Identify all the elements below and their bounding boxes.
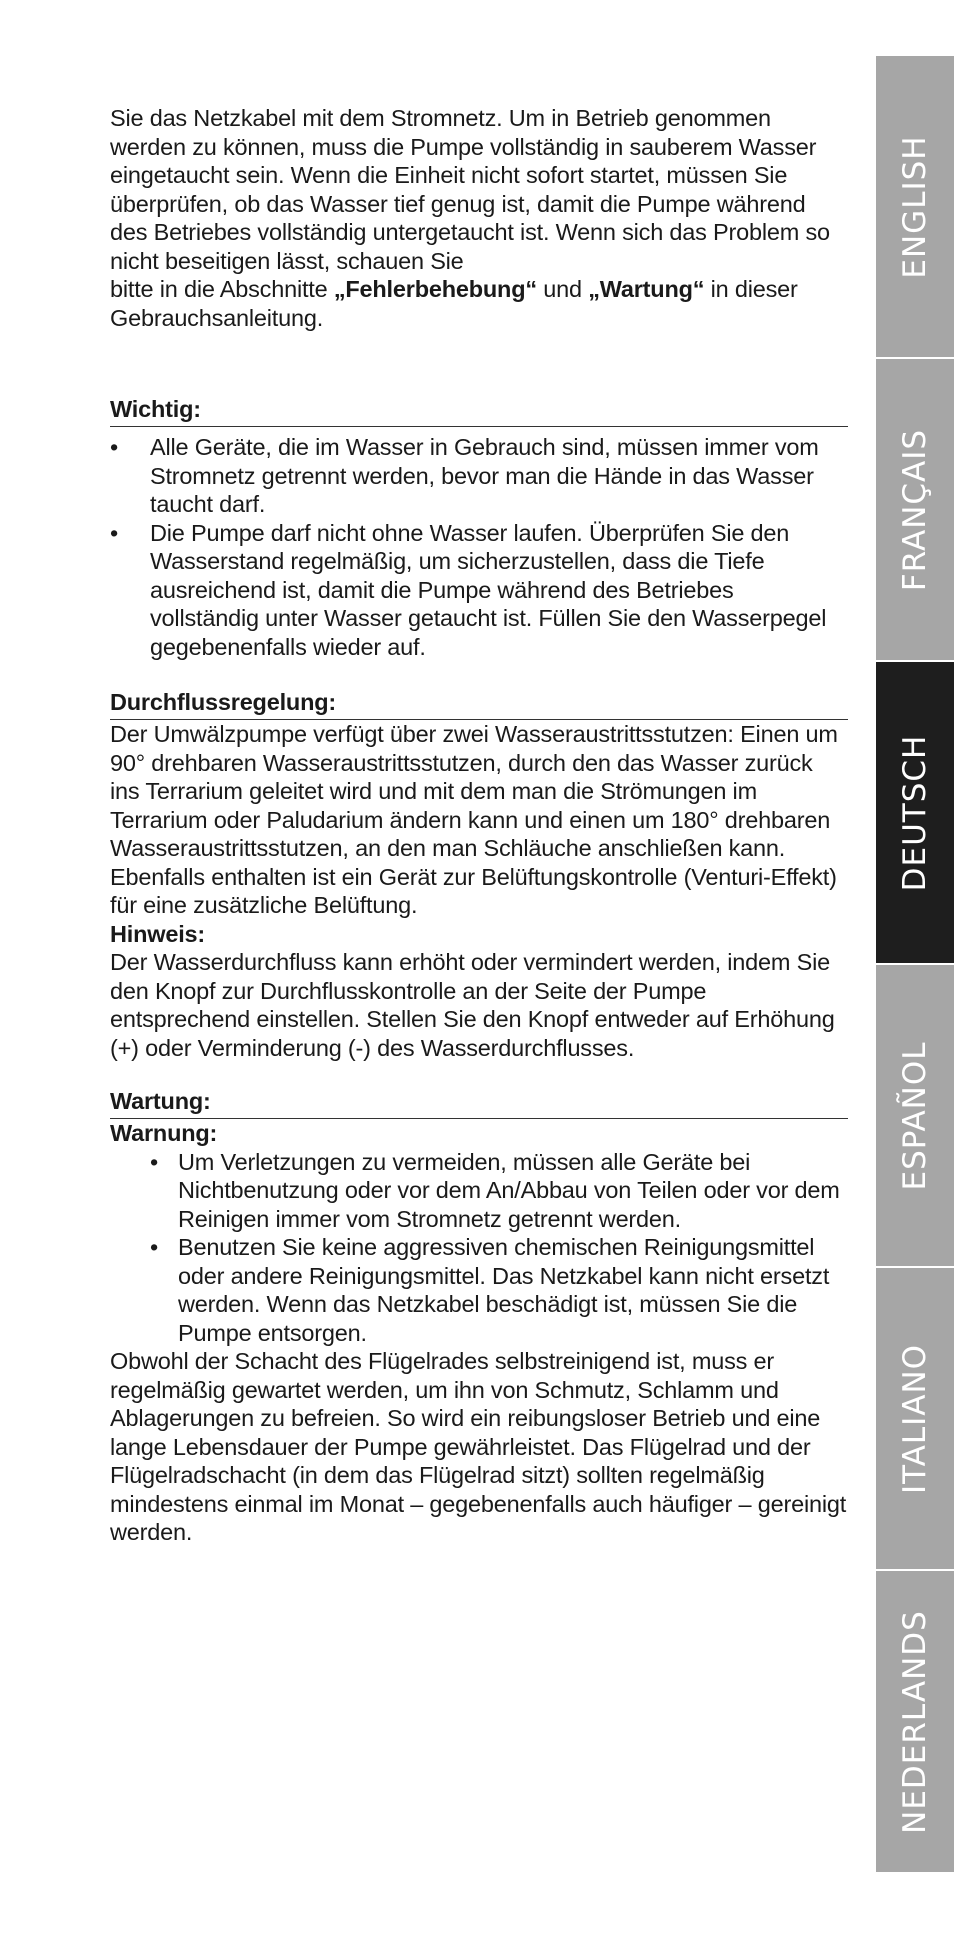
- tab-label: DEUTSCH: [897, 734, 933, 891]
- wichtig-list: [110, 433, 848, 661]
- durchfluss-paragraph: Der Umwälzpumpe verfügt über zwei Wasseraustrittsstutzen: Einen um 90° drehbaren Wasseraustrittsstutzen, durch den das Wasser zurück ins Terrarium geleitet wird und mit dem man die Strömungen im Terrarium oder Paludarium ändern kann und einen um 180° drehbaren Wasseraustrittsstutzen, an den man Schläuche anschließen kann. Ebenfalls enthalten ist ein Gerät zur Belüftungskontrolle (Venturi-Effekt) für eine zusätzliche Belüftung.: [110, 721, 838, 918]
- tab-label: ESPAÑOL: [897, 1040, 933, 1191]
- intro-text: Sie das Netzkabel mit dem Stromnetz. Um in Betrieb genommen werden zu können, muss die Pumpe vollständig in sauberem Wasser eingetaucht sein. Wenn die Einheit nicht sofort startet, müssen Sie überprüfen, ob das Wasser tief genug ist, damit die Pumpe während des Betriebes vollständig untergetaucht ist. Wenn sich das Problem so nicht beseitigen lässt, schauen Sie: [110, 105, 830, 274]
- warnung-list: [110, 1148, 848, 1348]
- tab-nederlands[interactable]: [876, 1571, 954, 1874]
- intro-mid: und: [536, 276, 589, 302]
- tab-label: ITALIANO: [897, 1343, 933, 1494]
- list-item: • Die Pumpe darf nicht ohne Wasser laufen. Überprüfen Sie den Wasserstand regelmäßig, um sicherzustellen, dass die Tiefe ausreichend ist, damit die Pumpe während des Betriebes vollständig unter Wasser getaucht ist. Füllen Sie den Wasserpegel gegebenenfalls wieder auf.: [110, 519, 848, 662]
- page-content: [110, 104, 848, 1547]
- tab-label: ENGLISH: [897, 134, 933, 279]
- tab-label: FRANÇAIS: [897, 428, 933, 591]
- ref-fehlerbehebung: „Fehlerbehebung“: [333, 276, 537, 302]
- language-tabs: [876, 56, 954, 1874]
- list-item: • Alle Geräte, die im Wasser in Gebrauch sind, müssen immer vom Stromnetz getrennt werden, bevor man die Hände in das Wasser taucht darf.: [110, 433, 848, 519]
- list-item: • Benutzen Sie keine aggressiven chemischen Reinigungsmittel oder andere Reinigungsmittel. Das Netzkabel kann nicht ersetzt werden. Wenn das Netzkabel beschädigt ist, müssen Sie die Pumpe entsorgen.: [146, 1233, 848, 1347]
- intro-text-line2: bitte in die Abschnitte: [110, 276, 334, 302]
- tab-english[interactable]: [876, 56, 954, 359]
- tab-label: NEDERLANDS: [897, 1609, 933, 1834]
- wartung-heading: Wartung:: [110, 1086, 848, 1119]
- list-item: • Um Verletzungen zu vermeiden, müssen alle Geräte bei Nichtbenutzung oder vor dem An/Abbau von Teilen oder vor dem Reinigen immer vom Stromnetz getrennt werden.: [146, 1148, 848, 1234]
- tab-deutsch[interactable]: [876, 662, 954, 965]
- tab-francais[interactable]: [876, 359, 954, 662]
- wichtig-heading: Wichtig:: [110, 394, 848, 427]
- intro-text-after: in dieser Gebrauchsanleitung.: [110, 276, 798, 331]
- hinweis-paragraph: Der Wasserdurchfluss kann erhöht oder vermindert werden, indem Sie den Knopf zur Durchflusskontrolle an der Seite der Pumpe entsprechend einstellen. Stellen Sie den Knopf entweder auf Erhöhung (+) oder Verminderung (-) des Wasserdurchflusses.: [110, 949, 835, 1061]
- wartung-paragraph: Obwohl der Schacht des Flügelrades selbstreinigend ist, muss er regelmäßig gewartet werden, um ihn von Schmutz, Schlamm und Ablagerungen zu befreien. So wird ein reibungsloser Betrieb und eine lange Lebensdauer der Pumpe gewährleistet. Das Flügelrad und der Flügelradschacht (in dem das Flügelrad sitzt) sollten regelmäßig mindestens einmal im Monat – gegebenenfalls auch häufiger – gereinigt werden.: [110, 1348, 847, 1545]
- durchfluss-heading: Durchflussregelung:: [110, 687, 848, 720]
- warnung-label: Warnung:: [110, 1120, 218, 1146]
- ref-wartung: „Wartung“: [588, 276, 705, 302]
- intro-paragraph: [110, 104, 848, 332]
- tab-italiano[interactable]: [876, 1268, 954, 1571]
- hinweis-label: Hinweis:: [110, 920, 206, 947]
- tab-espanol[interactable]: [876, 965, 954, 1268]
